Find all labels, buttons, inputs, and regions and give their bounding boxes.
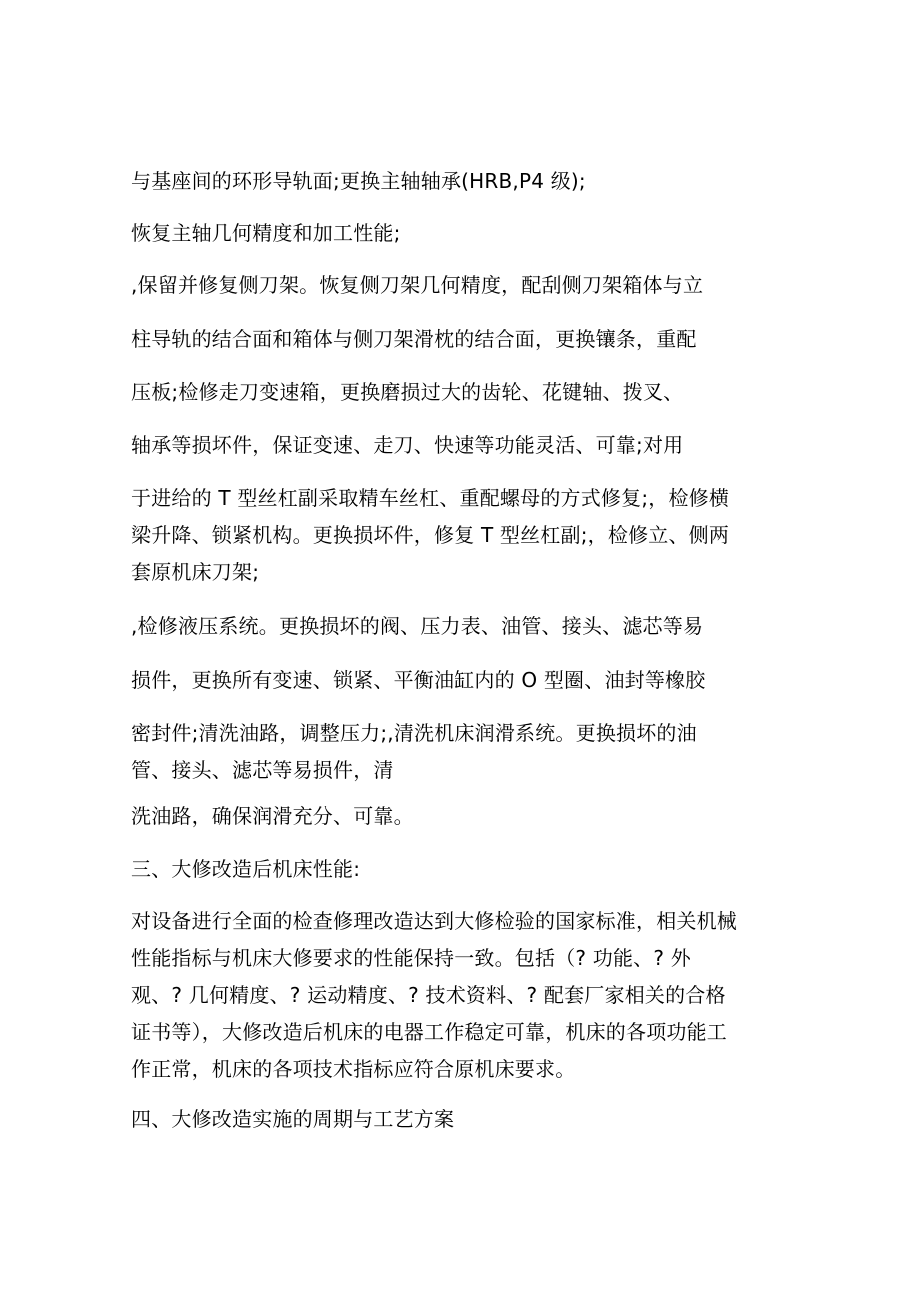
- text-line: 管、接头、滤芯等易损件，清: [131, 758, 394, 782]
- text-line: 轴承等损坏件，保证变速、走刀、快速等功能灵活、可靠;对用: [131, 433, 684, 457]
- text-line: 柱导轨的结合面和箱体与侧刀架滑枕的结合面，更换镶条，重配: [131, 327, 697, 351]
- section-heading: 三、大修改造后机床性能:: [131, 857, 361, 881]
- text-line: ,保留并修复侧刀架。恢复侧刀架几何精度，配刮侧刀架箱体与立: [131, 273, 704, 297]
- text-line: 洗油路，确保润滑充分、可靠。: [131, 804, 414, 828]
- text-line: 观、? 几何精度、? 运动精度、? 技术资料、? 配套厂家相关的合格: [131, 983, 726, 1007]
- text-line: ,检修液压系统。更换损坏的阀、压力表、油管、接头、滤芯等易: [131, 614, 704, 638]
- text-line: 压板;检修走刀变速箱，更换磨损过大的齿轮、花键轴、拨叉、: [131, 380, 684, 404]
- text-line: 于进给的 T 型丝杠副采取精车丝杠、重配螺母的方式修复;，检修横: [131, 486, 730, 510]
- text-line: 证书等），大修改造后机床的电器工作稳定可靠，机床的各项功能工: [131, 1020, 727, 1044]
- text-line: 作正常，机床的各项技术指标应符合原机床要求。: [131, 1057, 576, 1081]
- text-line: 恢复主轴几何精度和加工性能;: [131, 221, 401, 245]
- text-line: 性能指标与机床大修要求的性能保持一致。包括（? 功能、? 外: [131, 946, 691, 970]
- text-line: 套原机床刀架;: [131, 560, 260, 584]
- text-line: 与基座间的环形导轨面;更换主轴轴承(HRB,P4 级);: [131, 169, 586, 193]
- text-line: 密封件;清洗油路，调整压力;,清洗机床润滑系统。更换损坏的油: [131, 721, 697, 745]
- text-line: 对设备进行全面的检查修理改造达到大修检验的国家标准，相关机械: [131, 909, 737, 933]
- text-line: 损件，更换所有变速、锁紧、平衡油缸内的 O 型圈、油封等橡胶: [131, 668, 706, 692]
- section-heading: 四、大修改造实施的周期与工艺方案: [131, 1107, 455, 1131]
- text-line: 梁升降、锁紧机构。更换损坏件，修复 T 型丝杠副;，检修立、侧两: [131, 523, 730, 547]
